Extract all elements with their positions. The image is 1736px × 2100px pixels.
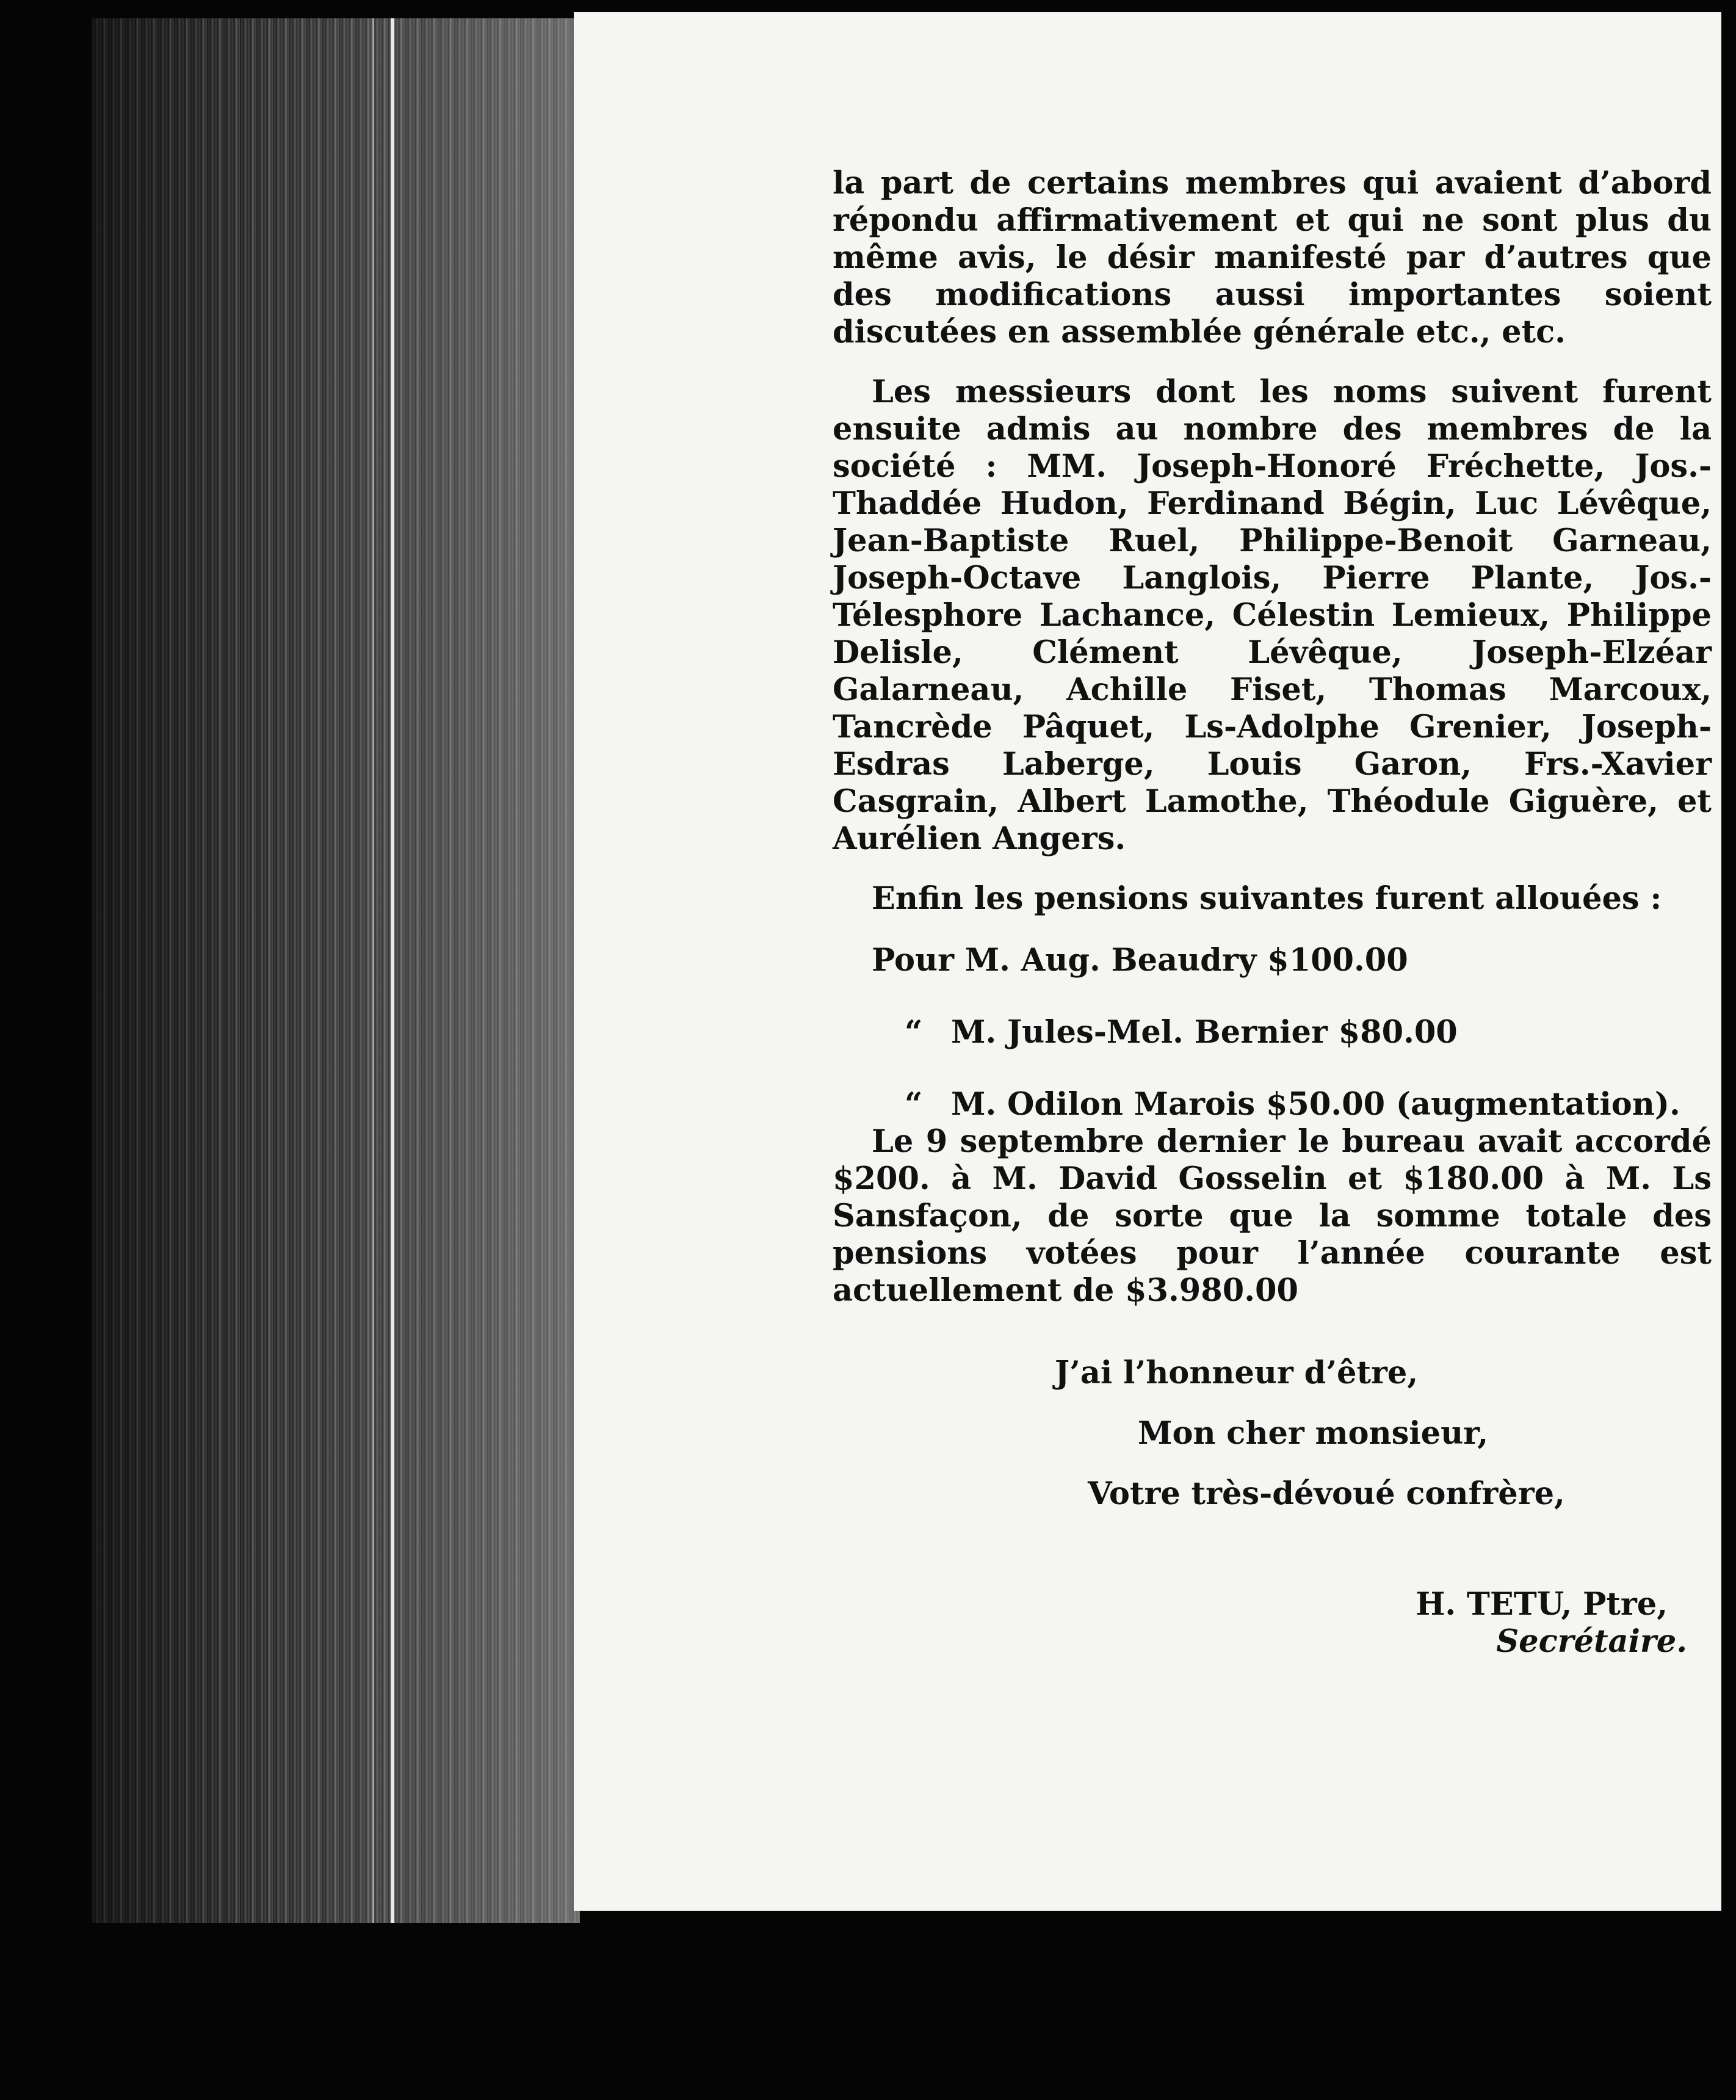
pension-text: M. Aug. Beaudry $100.00 — [964, 942, 1408, 979]
closing-line: Votre très-dévoué confrère, — [1088, 1475, 1565, 1512]
signature-name: H. TETU, Ptre, — [1416, 1586, 1668, 1623]
pension-text: M. Jules-Mel. Bernier $80.00 — [951, 1014, 1458, 1051]
book-page-edges — [92, 18, 580, 1923]
pension-line — [833, 1014, 1712, 1051]
pension-line — [833, 942, 1712, 979]
paragraph-continued: la part de certains membres qui avaient d’abord répondu affirmativement et qui ne sont plus du même avis, le désir manifesté par d’autres que des modifications aussi importantes soient discutées en assemblée générale etc., etc. — [833, 165, 1712, 350]
page-edge-highlight — [391, 18, 394, 1923]
ditto-mark: “ — [905, 1014, 923, 1051]
ditto-mark: “ — [905, 1086, 923, 1123]
closing-line: Mon cher monsieur, — [1138, 1415, 1489, 1452]
paragraph-new-members: Les messieurs dont les noms suivent furent ensuite admis au nombre des membres de la société : MM. Joseph-Honoré Fréchette, Jos.-Thaddée Hudon, Ferdinand Bégin, Luc Lévêque, Jean-Baptiste Ruel, Philippe-Benoit Garneau, Joseph-Octave Langlois, Pierre Plante, Jos.-Télesphore Lachance, Célestin Lemieux, Philippe Delisle, Clément Lévêque, Joseph-Elzéar Galarneau, Achille Fiset, Thomas Marcoux, Tancrède Pâquet, Ls-Adolphe Grenier, Joseph-Esdras Laberge, Louis Garon, Frs.-Xavier Casgrain, Albert Lamothe, Théodule Giguère, et Aurélien Angers. — [833, 374, 1712, 857]
pension-prefix: Pour — [872, 942, 954, 979]
closing-line: J’ai l’honneur d’être, — [1055, 1355, 1419, 1391]
paragraph-pensions-intro: Enfin les pensions suivantes furent allouées : — [872, 880, 1662, 917]
pension-line — [833, 1086, 1712, 1123]
signature-title: Secrétaire. — [1496, 1623, 1687, 1660]
pension-text: M. Odilon Marois $50.00 (augmentation). — [951, 1086, 1680, 1123]
paragraph-total: Le 9 septembre dernier le bureau avait accordé $200. à M. David Gosselin et $180.00 à M. Ls Sansfaçon, de sorte que la somme totale des pensions votées pour l’année courante est actuellement de $3.980.00 — [833, 1123, 1712, 1309]
page-text — [833, 165, 1712, 1660]
page-edge-highlight — [372, 18, 374, 1923]
